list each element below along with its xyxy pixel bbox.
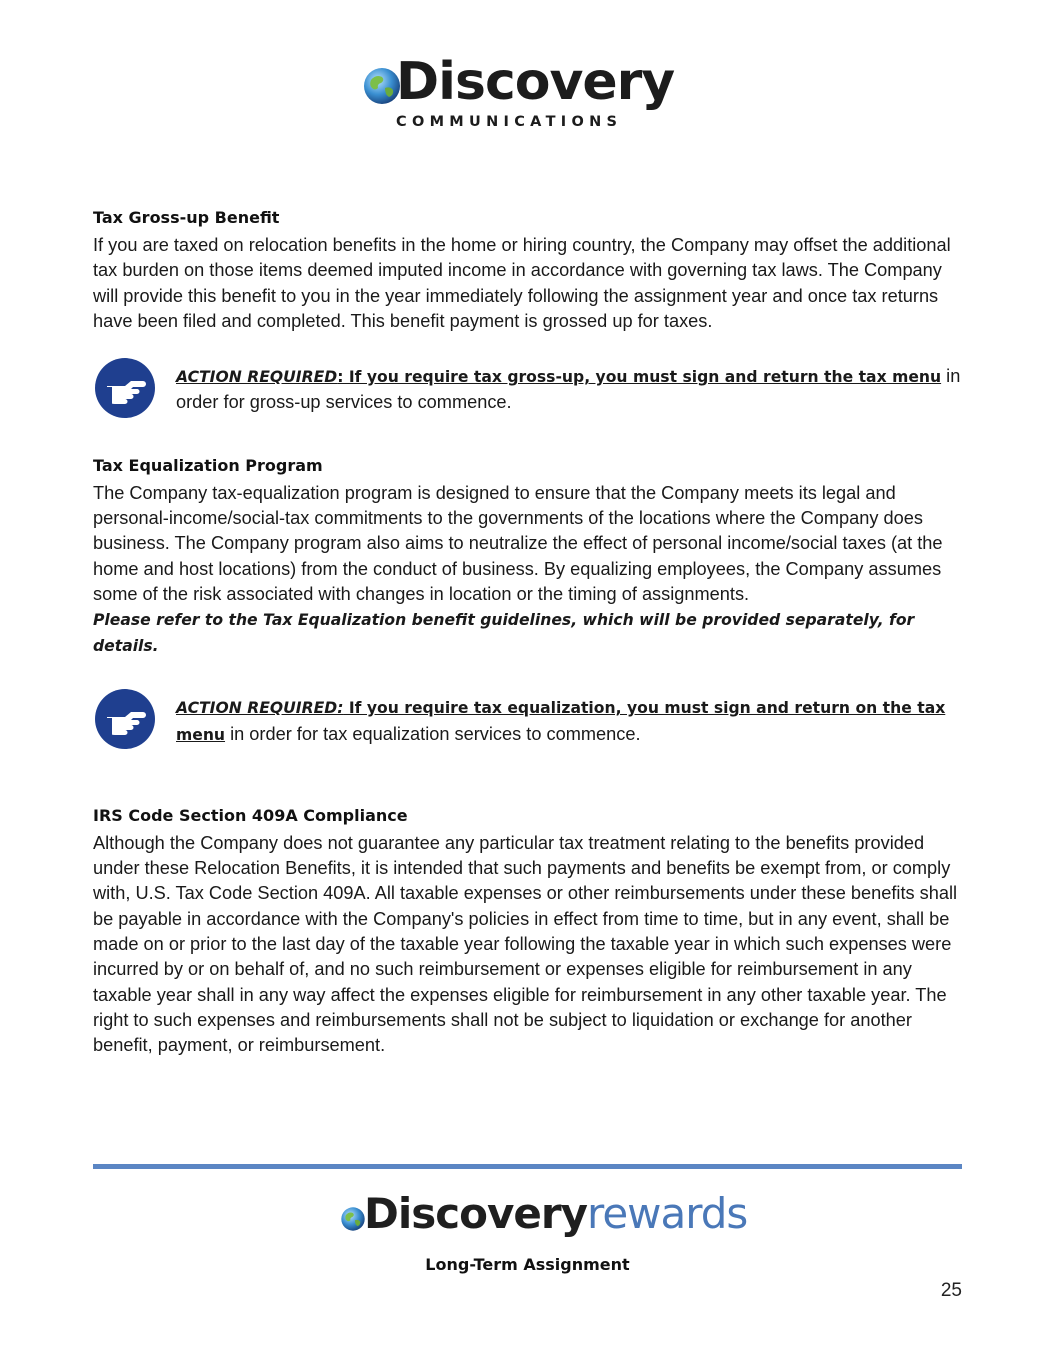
action-rest-text: in order for gross-up services to commence. [176, 366, 961, 413]
rewards-wordmark-discovery: Discovery [364, 1189, 587, 1238]
rewards-wordmark-rewards: rewards [586, 1189, 748, 1238]
section-heading-irs-409a: IRS Code Section 409A Compliance [93, 805, 408, 825]
footer-title: Long-Term Assignment [425, 1255, 630, 1274]
tax-equalization-text: The Company tax-equalization program is designed to ensure that the Company meets its legal and personal-income/social-tax commitments to the governments of the locations where the Company does business. The Company program also aims to neutralize the effect of personal income/social taxes (at the home and host locations) from the conduct of business. By equalizing employees, the Company assumes some of the risk associated with changes in location or the timing of assignments. [93, 482, 943, 604]
action-required-equalization [176, 695, 963, 748]
section-body-tax-gross-up: If you are taxed on relocation benefits in the home or hiring country, the Company may offset the additional tax burden on those items deemed imputed income in accordance with governing tax laws. The Company will provide this benefit to you in the year immediately following the assignment year and once tax returns have been filed and completed. This benefit payment is grossed up for taxes. [93, 235, 951, 331]
action-label: ACTION REQUIRED [176, 368, 338, 387]
discovery-communications-logo [362, 52, 694, 138]
section-body-tax-equalization [93, 481, 963, 659]
action-rest-text: in order for tax equalization services to commence. [225, 723, 641, 744]
pointing-hand-icon [93, 356, 157, 420]
footer-divider [93, 1164, 962, 1169]
action-label: ACTION REQUIRED: [176, 699, 344, 718]
action-bold-text: : If you require tax gross-up, you must sign and return the tax menu [337, 368, 942, 387]
pointing-hand-icon [93, 687, 157, 751]
rewards-wordmark [364, 1189, 747, 1238]
section-body-irs-409a: Although the Company does not guarantee any particular tax treatment relating to the benefits provided under these Relocation Benefits, it is intended that such payments and benefits be exempt from, or comply with, U.S. Tax Code Section 409A. All taxable expenses or other reimbursements under these benefits shall be payable in accordance with the Company's policies in effect from time to time, but in any event, shall be made on or prior to the last day of the taxable year following the taxable year in which such expenses were incurred by or on behalf of, and no such reimbursement or expenses eligible for reimbursement in any taxable year shall in any way affect the expenses eligible for reimbursement in any other taxable year. The right to such expenses and reimbursements shall not be subject to liquidation or exchange for another benefit, payment, or reimbursement. [93, 832, 958, 1056]
section-heading-tax-gross-up: Tax Gross-up Benefit [93, 208, 280, 227]
logo-wordmark: Discovery [396, 52, 675, 112]
section-heading-tax-equalization: Tax Equalization Program [93, 455, 323, 475]
globe-icon [340, 1206, 366, 1232]
action-bold-text: If you require tax equalization, you must sign and return on the tax menu [176, 699, 946, 744]
tax-equalization-emphasis: Please refer to the Tax Equalization benefit guidelines, which will be provided separately, for details. [93, 611, 915, 656]
logo-subtitle: COMMUNICATIONS [396, 114, 623, 130]
action-required-gross-up [176, 364, 963, 416]
page-number: 25 [940, 1280, 962, 1301]
document-body [93, 208, 963, 1059]
discovery-rewards-logo [340, 1189, 748, 1246]
